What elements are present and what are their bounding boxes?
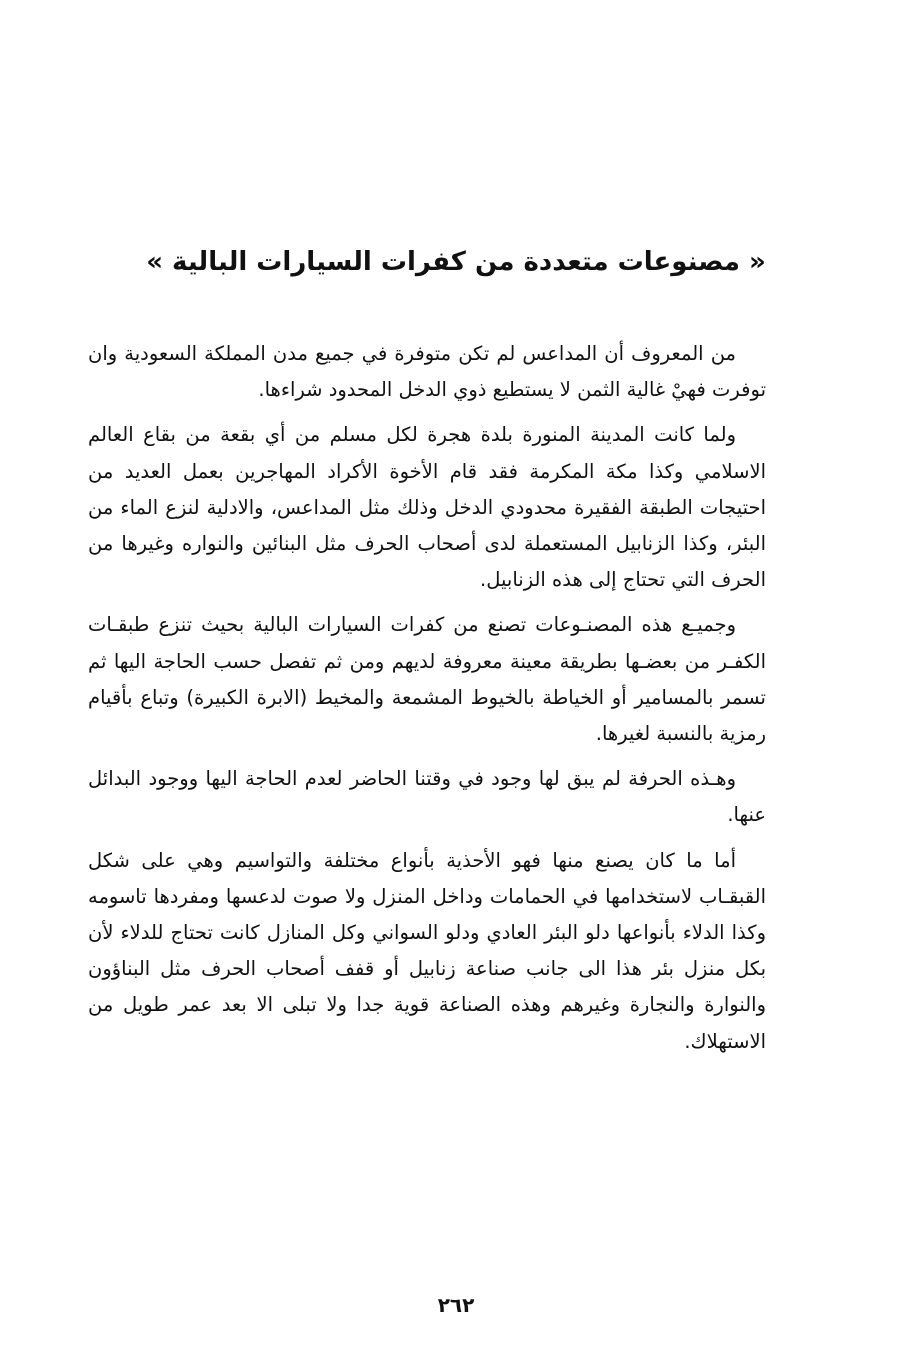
page-number: ٢٦٢ xyxy=(437,1293,475,1317)
paragraph: وجميـع هذه المصنـوعات تصنع من كفرات السيارات البالية بحيث تنزع طبقـات الكفـر من بعضـها بطريقة معينة معروفة لديهم ومن ثم تفصل حسب الحاجة اليها ثم تسمر بالمسامير أو الخياطة بالخيوط المشمعة والمخيط (الابرة الكبيرة) وتباع بأقيام رمزية بالنسبة لغيرها. xyxy=(88,613,766,746)
article-body xyxy=(88,336,766,1069)
paragraph: ولما كانت المدينة المنورة بلدة هجرة لكل مسلم من أي بقعة من بقاع العالم الاسلامي وكذا مكة المكرمة فقد قام الأخوة الأكراد المهاجرين بعمل العديد من احتيجات الطبقة الفقيرة محدودي الدخل وذلك مثل المداعس، والادلية لنزع الماء من البئر، وكذا الزنابيل المستعملة لدى أصحاب الحرف مثل البنائين والنواره وغيرها من الحرف التي تحتاج إلى هذه الزنابيل. xyxy=(88,423,766,592)
paragraph: أما ما كان يصنع منها فهو الأحذية بأنواع مختلفة والتواسيم وهي على شكل القبقـاب لاستخدامها في الحمامات وداخل المنزل ولا صوت لدعسها ومفردها تاسومه وكذا الدلاء بأنواعها دلو البئر العادي ودلو السواني وكل المنازل كانت تحتاج للدلاء لأن بكل منزل بئر هذا الى جانب صناعة زنابيل أو قفف أصحاب الحرف مثل البناؤون والنوارة والنجارة وغيرهم وهذه الصناعة قوية جدا ولا تبلى الا بعد عمر طويل من الاستهلاك. xyxy=(88,848,766,1053)
paragraph: وهـذه الحرفة لم يبق لها وجود في وقتنا الحاضر لعدم الحاجة اليها ووجود البدائل عنها. xyxy=(88,767,766,827)
page-title: « مصنوعات متعددة من كفرات السيارات البالية » xyxy=(146,247,766,277)
paragraph: من المعروف أن المداعس لم تكن متوفرة في جميع مدن المملكة السعودية وان توفرت فهيْ غالية الثمن لا يستطيع ذوي الدخل المحدود شراءها. xyxy=(88,342,766,402)
